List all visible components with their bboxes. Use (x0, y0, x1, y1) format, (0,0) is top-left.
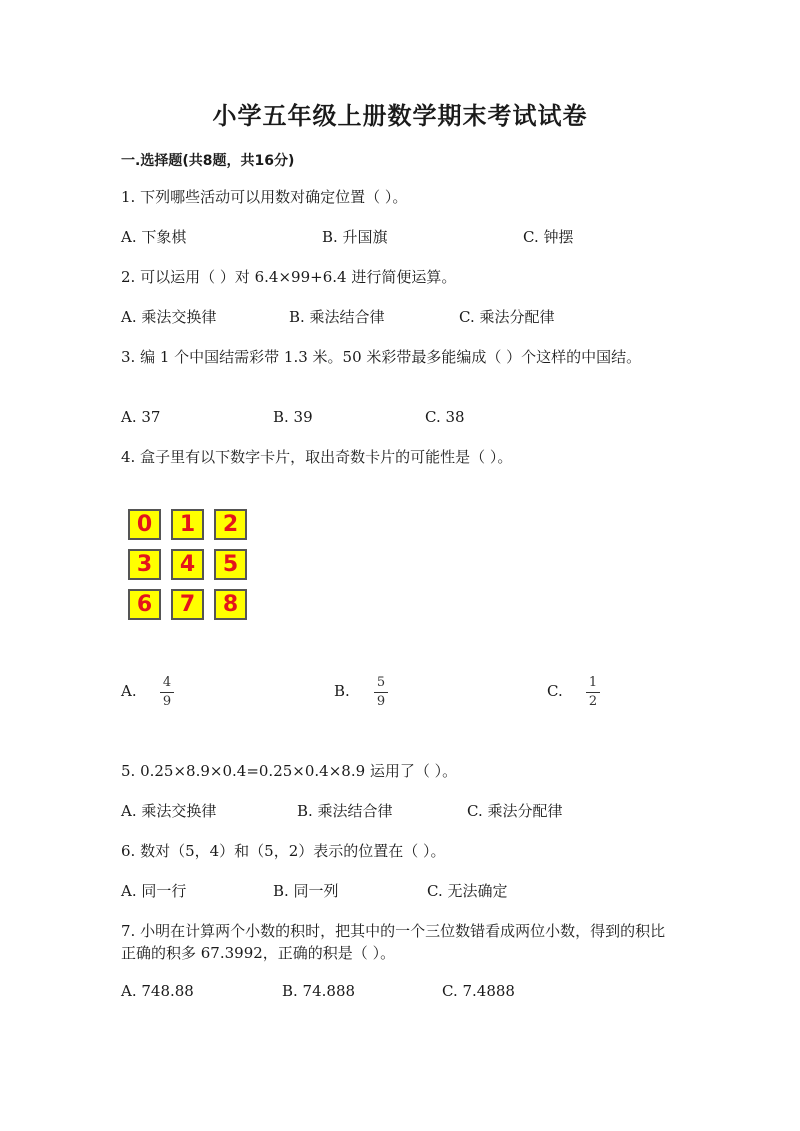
question-5: 5. 0.25×8.9×0.4=0.25×0.4×8.9 运用了（ ）。 (121, 762, 458, 780)
number-card: 6 (128, 589, 161, 620)
fraction-bar (586, 692, 600, 693)
number-card: 4 (171, 549, 204, 580)
number-card: 8 (214, 589, 247, 620)
q1-option-c[interactable]: C. 钟摆 (523, 228, 574, 246)
q2-option-b[interactable]: B. 乘法结合律 (289, 308, 385, 326)
question-6: 6. 数对（5，4）和（5，2）表示的位置在（ ）。 (121, 842, 446, 860)
question-2: 2. 可以运用（ ）对 6.4×99+6.4 进行简便运算。 (121, 268, 457, 286)
fraction-numerator: 4 (162, 675, 172, 690)
q4-option-b-fraction[interactable] (371, 676, 391, 709)
q4-option-a-fraction[interactable] (157, 676, 177, 709)
q4-option-a-label[interactable]: A. (121, 682, 137, 700)
fraction-denominator: 9 (376, 694, 386, 709)
q3-option-a[interactable]: A. 37 (121, 408, 161, 426)
q4-option-c-label[interactable]: C. (547, 682, 563, 700)
fraction-numerator: 1 (588, 675, 598, 690)
number-card: 5 (214, 549, 247, 580)
q4-option-c-fraction[interactable] (583, 676, 603, 709)
q2-option-a[interactable]: A. 乘法交换律 (121, 308, 217, 326)
number-card: 7 (171, 589, 204, 620)
q7-option-a[interactable]: A. 748.88 (121, 982, 194, 1000)
q6-option-c[interactable]: C. 无法确定 (427, 882, 508, 900)
q7-option-b[interactable]: B. 74.888 (282, 982, 356, 1000)
number-card: 0 (128, 509, 161, 540)
q4-option-b-label[interactable]: B. (334, 682, 350, 700)
q3-option-c[interactable]: C. 38 (425, 408, 465, 426)
fraction-denominator: 2 (588, 694, 598, 709)
fraction-bar (160, 692, 174, 693)
question-4: 4. 盒子里有以下数字卡片，取出奇数卡片的可能性是（ ）。 (121, 448, 513, 466)
q1-option-a[interactable]: A. 下象棋 (121, 228, 187, 246)
question-7: 7. 小明在计算两个小数的积时，把其中的一个三位数错看成两位小数，得到的积比正确的积多 67.3992，正确的积是（ ）。 (121, 922, 666, 962)
q7-option-c[interactable]: C. 7.4888 (442, 982, 515, 1000)
q6-option-a[interactable]: A. 同一行 (121, 882, 187, 900)
q2-option-c[interactable]: C. 乘法分配律 (459, 308, 555, 326)
number-card: 1 (171, 509, 204, 540)
q5-option-c[interactable]: C. 乘法分配律 (467, 802, 563, 820)
section-heading: 一.选择题(共8题，共16分) (121, 153, 295, 169)
question-3: 3. 编 1 个中国结需彩带 1.3 米。50 米彩带最多能编成（ ）个这样的中国结。 (121, 348, 642, 366)
q1-option-b[interactable]: B. 升国旗 (322, 228, 388, 246)
q5-option-b[interactable]: B. 乘法结合律 (297, 802, 393, 820)
q6-option-b[interactable]: B. 同一列 (273, 882, 339, 900)
number-card: 2 (214, 509, 247, 540)
number-card-grid (128, 509, 252, 621)
q5-option-a[interactable]: A. 乘法交换律 (121, 802, 217, 820)
question-1: 1. 下列哪些活动可以用数对确定位置（ ）。 (121, 188, 408, 206)
q3-option-b[interactable]: B. 39 (273, 408, 313, 426)
page-title: 小学五年级上册数学期末考试试卷 (212, 102, 588, 130)
fraction-numerator: 5 (376, 675, 386, 690)
number-card: 3 (128, 549, 161, 580)
fraction-bar (374, 692, 388, 693)
fraction-denominator: 9 (162, 694, 172, 709)
